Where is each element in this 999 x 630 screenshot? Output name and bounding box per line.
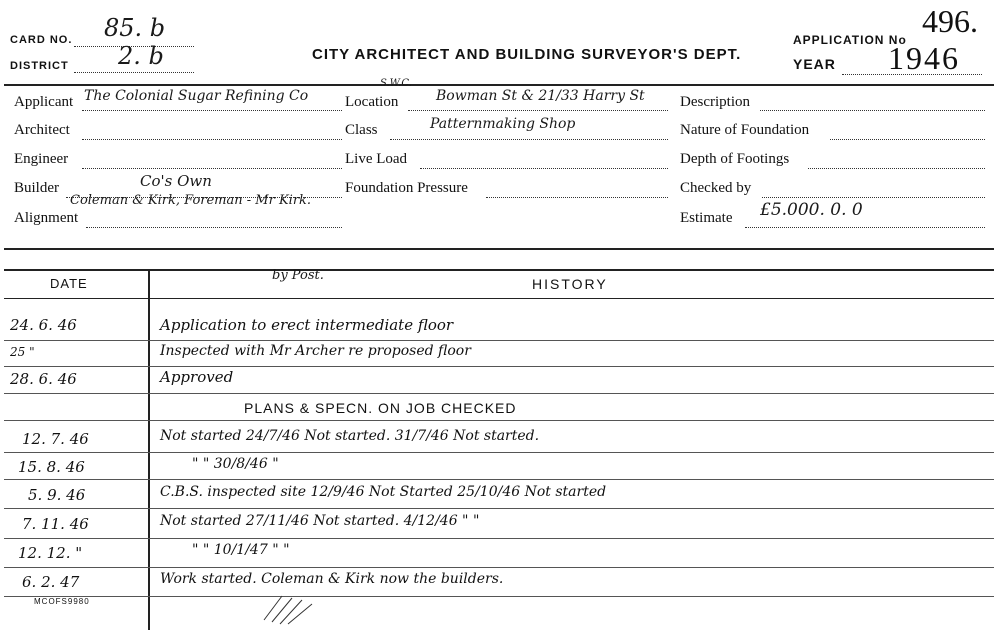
builder-label: Builder xyxy=(14,180,59,196)
builder-note: Coleman & Kirk, Foreman - Mr Kirk. xyxy=(70,193,312,208)
application-value: 496. xyxy=(922,3,978,39)
history-date: 7. 11. 46 xyxy=(22,515,89,533)
by-post-note: by Post. xyxy=(272,268,324,283)
location-value: Bowman St & 21/33 Harry St xyxy=(436,88,645,104)
history-entry: Not started 24/7/46 Not started. 31/7/46 Not started. xyxy=(160,428,540,444)
history-entry: C.B.S. inspected site 12/9/46 Not Started 25/10/46 Not started xyxy=(160,484,607,500)
plans-checked-stamp: PLANS & SPECN. ON JOB CHECKED xyxy=(244,400,517,416)
description-label: Description xyxy=(680,94,750,110)
live-load-label: Live Load xyxy=(345,151,408,167)
applicant-label: Applicant xyxy=(14,94,74,110)
history-entry: " " 10/1/47 " " xyxy=(192,542,290,558)
year-value: 1946 xyxy=(888,40,960,76)
alignment-label: Alignment xyxy=(14,210,79,226)
department-title: CITY ARCHITECT AND BUILDING SURVEYOR'S DEPT. xyxy=(312,46,742,63)
builder-value: Co's Own xyxy=(140,172,212,190)
date-column-header: DATE xyxy=(50,276,88,291)
history-entry: Work started. Coleman & Kirk now the builders. xyxy=(160,571,504,587)
district-label: DISTRICT xyxy=(10,60,69,72)
form-code: MCOFS9980 xyxy=(34,597,90,606)
engineer-label: Engineer xyxy=(14,151,69,167)
history-date: 5. 9. 46 xyxy=(28,486,86,504)
class-label: Class xyxy=(345,122,378,138)
nature-of-foundation-label: Nature of Foundation xyxy=(680,122,810,138)
estimate-label: Estimate xyxy=(680,210,733,226)
year-label: YEAR xyxy=(793,56,836,72)
history-date: 12. 7. 46 xyxy=(22,430,89,448)
history-date: 24. 6. 46 xyxy=(10,316,77,334)
history-date: 15. 8. 46 xyxy=(18,458,85,476)
checked-by-label: Checked by xyxy=(680,180,752,196)
history-entry: Not started 27/11/46 Not started. 4/12/46 " " xyxy=(160,513,480,529)
foundation-pressure-label: Foundation Pressure xyxy=(345,180,468,196)
history-entry: Approved xyxy=(160,368,234,386)
scribble-mark xyxy=(262,590,322,626)
history-date: 6. 2. 47 xyxy=(22,573,80,591)
application-label: APPLICATION No xyxy=(793,33,907,47)
history-entry: " " 30/8/46 " xyxy=(192,456,279,472)
history-entry: Application to erect intermediate floor xyxy=(160,316,454,334)
architect-label: Architect xyxy=(14,122,70,138)
history-date: 28. 6. 46 xyxy=(10,370,77,388)
card-no-label: CARD NO. xyxy=(10,34,73,46)
class-value: Patternmaking Shop xyxy=(430,116,576,132)
district-value: 2. b xyxy=(118,42,164,70)
location-note: S.W.C. xyxy=(380,78,412,89)
history-date: 25 " xyxy=(10,345,35,359)
history-entry: Inspected with Mr Archer re proposed floor xyxy=(160,343,471,359)
history-date: 12. 12. " xyxy=(18,544,83,562)
location-label: Location xyxy=(345,94,399,110)
depth-of-footings-label: Depth of Footings xyxy=(680,151,790,167)
applicant-value: The Colonial Sugar Refining Co xyxy=(84,88,309,104)
estimate-value: £5.000. 0. 0 xyxy=(760,200,863,220)
history-column-header: HISTORY xyxy=(532,276,608,292)
card-no-value: 85. b xyxy=(104,14,166,42)
